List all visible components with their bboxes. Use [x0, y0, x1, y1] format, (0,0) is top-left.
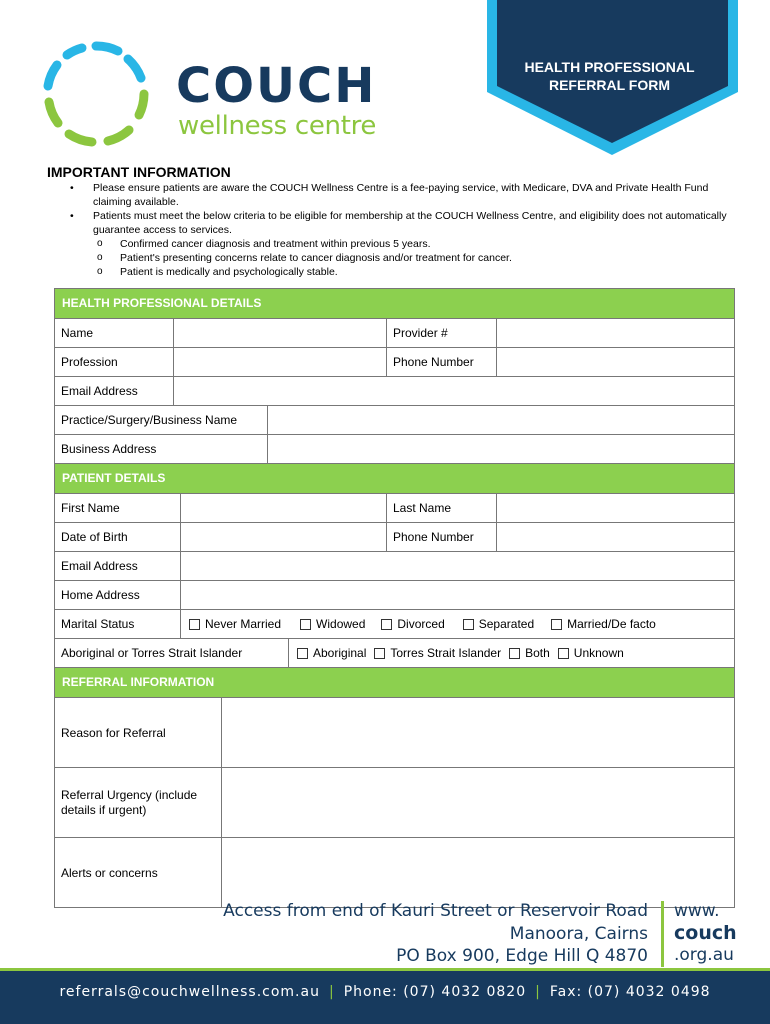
hp-email-field[interactable] [174, 377, 734, 405]
checkbox-icon [551, 619, 562, 630]
footer-phone[interactable]: Phone: (07) 4032 0820 [343, 984, 527, 1000]
footer-fax: Fax: (07) 4032 0498 [549, 984, 711, 1000]
checkbox-icon [463, 619, 474, 630]
list-item: • Please ensure patients are aware the COUCH Wellness Centre is a fee-paying service, with Medicare, DVA and Private Health Fund claiming available. [70, 182, 709, 208]
table-row [55, 580, 734, 609]
hp-name-label: Name [55, 319, 174, 347]
patient-dob-label: Date of Birth [55, 523, 181, 551]
sub-list-item: o Patient's presenting concerns relate to cancer diagnosis and/or treatment for cancer. [97, 252, 512, 264]
hp-provider-label: Provider # [387, 319, 497, 347]
table-row [55, 609, 734, 638]
checkbox-icon [509, 648, 520, 659]
footer-address: Access from end of Kauri Street or Reservoir Road Manoora, Cairns PO Box 900, Edge Hill Q 4870 [223, 901, 648, 966]
checkbox-icon [189, 619, 200, 630]
hp-practice-field[interactable] [268, 406, 734, 434]
checkbox-torres-strait-islander[interactable]: Torres Strait Islander [374, 646, 501, 660]
referral-urgency-field[interactable] [222, 768, 734, 837]
checkbox-icon [381, 619, 392, 630]
hp-provider-field[interactable] [497, 319, 734, 347]
alerts-label: Alerts or concerns [55, 838, 222, 907]
table-row [55, 837, 734, 907]
patient-first-name-label: First Name [55, 494, 181, 522]
patient-dob-field[interactable] [181, 523, 387, 551]
table-row [55, 347, 734, 376]
patient-phone-label: Phone Number [387, 523, 497, 551]
hp-phone-field[interactable] [497, 348, 734, 376]
table-row [55, 551, 734, 580]
hp-profession-field[interactable] [174, 348, 387, 376]
atsi-options [289, 639, 734, 667]
hp-phone-label: Phone Number [387, 348, 497, 376]
logo-wordmark: COUCH [176, 58, 377, 114]
hp-name-field[interactable] [174, 319, 387, 347]
atsi-label: Aboriginal or Torres Strait Islander [55, 639, 289, 667]
table-row [55, 638, 734, 667]
footer-divider [661, 901, 664, 967]
form-title: HEALTH PROFESSIONAL REFERRAL FORM [524, 59, 695, 93]
checkbox-married-de-facto[interactable]: Married/De facto [551, 617, 656, 631]
checkbox-never-married[interactable]: Never Married [189, 617, 281, 631]
patient-email-field[interactable] [181, 552, 734, 580]
patient-home-address-label: Home Address [55, 581, 181, 609]
checkbox-icon [374, 648, 385, 659]
checkbox-unknown[interactable]: Unknown [558, 646, 624, 660]
patient-first-name-field[interactable] [181, 494, 387, 522]
table-row [55, 767, 734, 837]
referral-urgency-label: Referral Urgency (include details if urgent) [55, 768, 222, 837]
patient-home-address-field[interactable] [181, 581, 734, 609]
patient-last-name-label: Last Name [387, 494, 497, 522]
table-row [55, 697, 734, 767]
checkbox-icon [297, 648, 308, 659]
hp-profession-label: Profession [55, 348, 174, 376]
checkbox-divorced[interactable]: Divorced [381, 617, 444, 631]
table-row [55, 318, 734, 347]
hp-practice-label: Practice/Surgery/Business Name [55, 406, 268, 434]
list-item: • Patients must meet the below criteria to be eligible for membership at the COUCH Wellness Centre, and eligibility does not automatically guarantee access to services. [70, 210, 727, 236]
sub-list-item: o Patient is medically and psychologically stable. [97, 266, 338, 278]
hp-address-field[interactable] [268, 435, 734, 463]
checkbox-widowed[interactable]: Widowed [300, 617, 365, 631]
patient-last-name-field[interactable] [497, 494, 734, 522]
couch-logo-ring-icon [40, 38, 152, 150]
checkbox-separated[interactable]: Separated [463, 617, 534, 631]
footer-contact-line [0, 984, 770, 1000]
footer-email-link[interactable]: referrals@couchwellness.com.au [59, 984, 320, 1000]
checkbox-icon [558, 648, 569, 659]
logo-subtitle: wellness centre [178, 111, 377, 141]
referral-form-table [54, 288, 735, 908]
checkbox-icon [300, 619, 311, 630]
checkbox-aboriginal[interactable]: Aboriginal [297, 646, 366, 660]
section-header-patient: PATIENT DETAILS [55, 463, 734, 493]
section-header-referral: REFERRAL INFORMATION [55, 667, 734, 697]
table-row [55, 376, 734, 405]
marital-status-options [181, 610, 734, 638]
patient-email-label: Email Address [55, 552, 181, 580]
footer-separator: | [328, 984, 335, 1000]
patient-phone-field[interactable] [497, 523, 734, 551]
footer-separator: | [535, 984, 541, 1000]
section-header-health-professional: HEALTH PROFESSIONAL DETAILS [55, 288, 734, 318]
hp-address-label: Business Address [55, 435, 268, 463]
sub-list-item: o Confirmed cancer diagnosis and treatment within previous 5 years. [97, 238, 431, 250]
important-info-list [70, 181, 730, 279]
referral-reason-field[interactable] [222, 698, 734, 767]
table-row [55, 405, 734, 434]
hp-email-label: Email Address [55, 377, 174, 405]
footer-website[interactable]: www. couch .org.au [674, 901, 737, 965]
table-row [55, 493, 734, 522]
referral-reason-label: Reason for Referral [55, 698, 222, 767]
checkbox-both[interactable]: Both [509, 646, 550, 660]
alerts-field[interactable] [222, 838, 734, 907]
table-row [55, 434, 734, 463]
table-row [55, 522, 734, 551]
important-info-title: IMPORTANT INFORMATION [47, 164, 231, 180]
marital-status-label: Marital Status [55, 610, 181, 638]
